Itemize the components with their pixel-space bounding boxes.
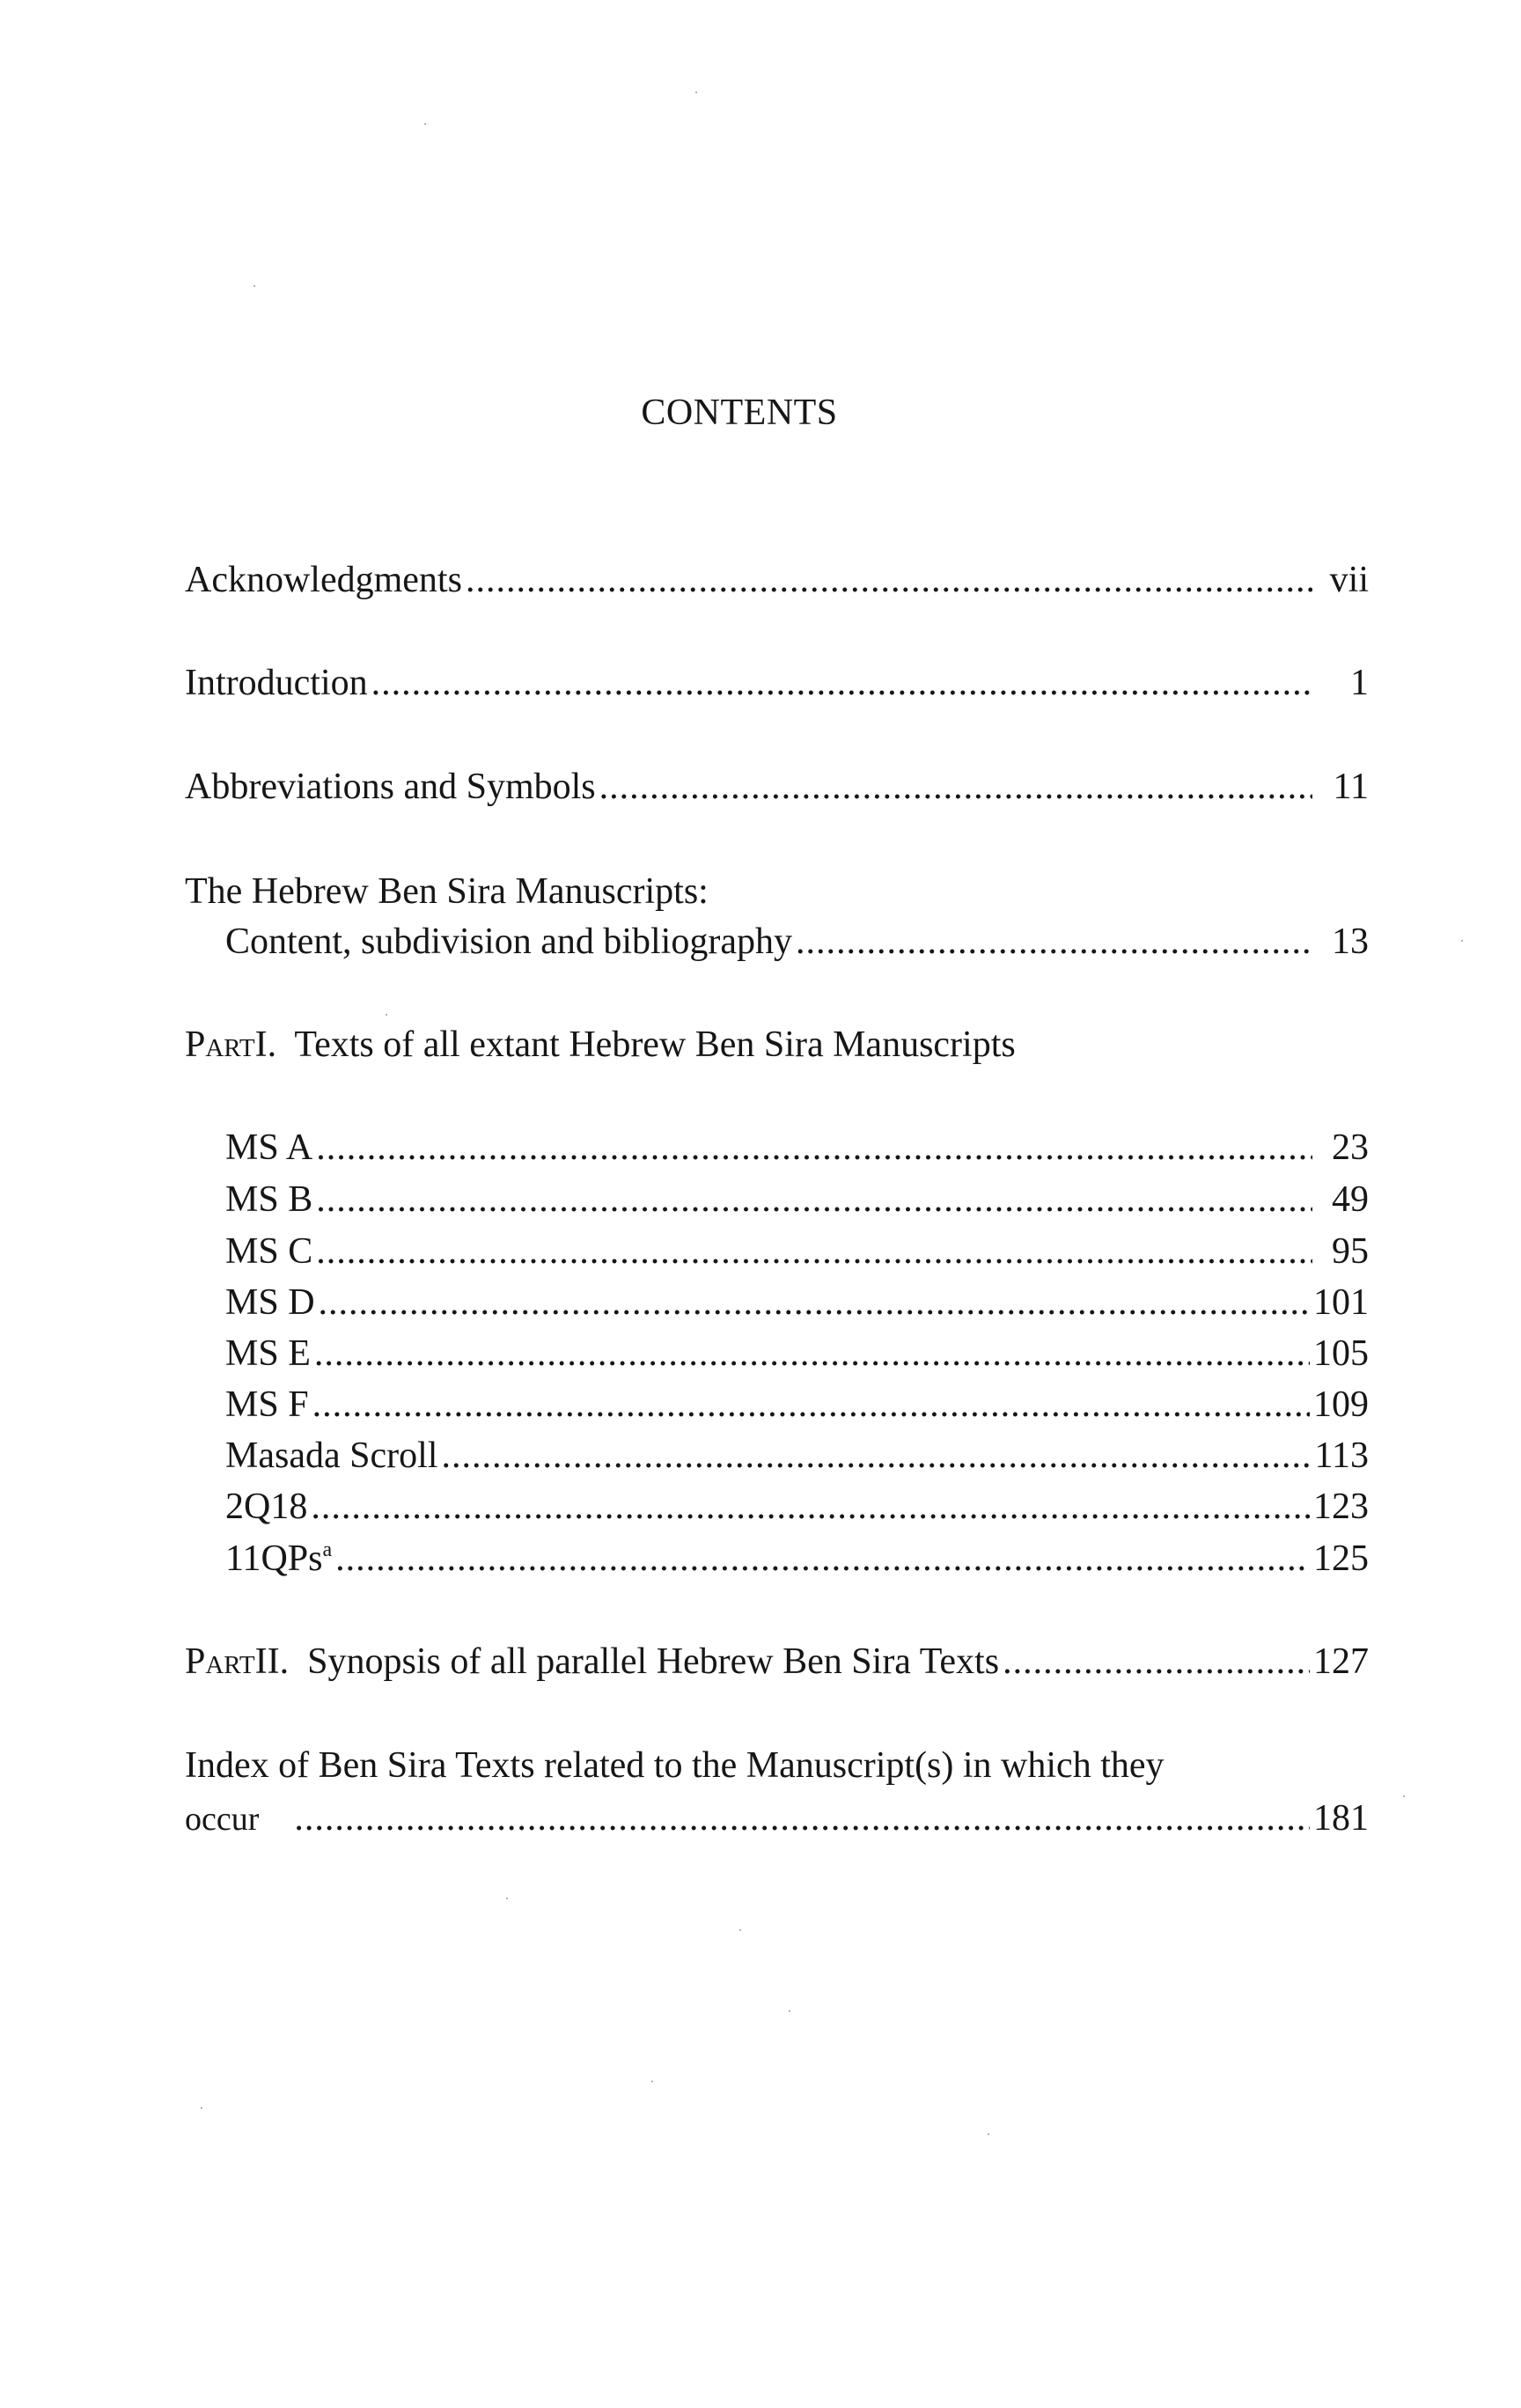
toc-page-number: 125	[1313, 1538, 1369, 1579]
scan-speck	[789, 2010, 790, 2012]
toc-entry-abbreviations	[185, 764, 1369, 810]
toc-entry-index	[185, 1795, 1369, 1842]
toc-entry-ms-b	[225, 1177, 1369, 1222]
part-numeral: II.	[254, 1641, 290, 1682]
toc-page-number: 105	[1313, 1333, 1369, 1374]
dot-leader	[319, 1280, 1310, 1325]
toc-entry-label: MS F	[225, 1384, 309, 1425]
dot-leader	[599, 764, 1312, 810]
toc-entry-ms-f	[225, 1382, 1369, 1428]
part-title: Texts of all extant Hebrew Ben Sira Manuscripts	[294, 1024, 1016, 1065]
part-numeral: I.	[254, 1024, 277, 1065]
toc-entry-manuscripts-heading: The Hebrew Ben Sira Manuscripts:	[185, 871, 709, 912]
toc-entry-label: Abbreviations and Symbols	[185, 767, 596, 807]
dot-leader	[294, 1795, 1310, 1841]
scan-speck	[739, 1929, 741, 1931]
toc-entry-label: occur	[185, 1801, 260, 1838]
toc-page-number: 11	[1333, 767, 1369, 807]
toc-entry-label	[185, 1639, 999, 1685]
toc-entry-label: Introduction	[185, 663, 368, 703]
scan-speck	[1403, 1795, 1405, 1797]
dot-leader	[466, 557, 1312, 603]
dot-leader	[316, 1125, 1312, 1171]
toc-entry-ms-a	[225, 1125, 1369, 1171]
toc-page-number: 181	[1313, 1798, 1369, 1839]
part-one-heading	[185, 1022, 1016, 1068]
toc-page-number: 23	[1332, 1127, 1369, 1168]
toc-entry-label: MS B	[225, 1179, 313, 1220]
scan-speck	[695, 92, 697, 93]
toc-entry-label: MS C	[225, 1231, 313, 1272]
toc-entry-label: Masada Scroll	[225, 1435, 438, 1476]
toc-page-number: 123	[1313, 1487, 1369, 1527]
dot-leader	[371, 660, 1312, 706]
toc-entry-manuscripts-content	[225, 919, 1369, 965]
toc-entry-11qps	[225, 1536, 1369, 1582]
toc-entry-label: MS E	[225, 1333, 311, 1374]
toc-entry-part-two	[185, 1639, 1369, 1685]
dot-leader	[316, 1229, 1312, 1274]
toc-entry-label: MS D	[225, 1282, 315, 1323]
toc-page-number: vii	[1329, 560, 1369, 600]
toc-entry-label: 2Q18	[225, 1487, 308, 1527]
toc-entry-ms-c	[225, 1229, 1369, 1274]
toc-entry-ms-e	[225, 1331, 1369, 1377]
part-label: Part	[185, 1024, 255, 1065]
part-label: Part	[185, 1641, 255, 1682]
superscript: a	[322, 1538, 333, 1561]
dot-leader	[441, 1433, 1311, 1479]
toc-entry-ms-d	[225, 1280, 1369, 1325]
dot-leader	[1003, 1639, 1310, 1685]
scan-speck	[424, 123, 426, 125]
dot-leader	[796, 919, 1312, 965]
toc-page-number: 109	[1313, 1384, 1369, 1425]
scan-speck	[651, 2081, 653, 2082]
toc-page-number: 95	[1332, 1231, 1369, 1272]
toc-entry-acknowledgments	[185, 557, 1369, 603]
toc-page-number: 113	[1314, 1435, 1369, 1476]
dot-leader	[311, 1484, 1310, 1530]
toc-page-number: 1	[1350, 663, 1369, 703]
toc-entry-label: Acknowledgments	[185, 560, 462, 600]
toc-entry-label: MS A	[225, 1127, 313, 1168]
toc-page-number: 13	[1332, 921, 1369, 962]
scan-speck	[201, 2107, 202, 2109]
scan-speck	[506, 1898, 508, 1899]
dot-leader	[314, 1331, 1310, 1377]
scan-speck	[254, 285, 255, 287]
toc-entry-masada-scroll	[225, 1433, 1369, 1479]
toc-entry-2q18	[225, 1484, 1369, 1530]
toc-entry-label-text: 11QPs	[225, 1538, 323, 1579]
scan-speck	[1461, 940, 1463, 942]
dot-leader	[316, 1177, 1312, 1222]
page-title: CONTENTS	[641, 393, 838, 433]
toc-entry-introduction	[185, 660, 1369, 706]
toc-entry-label	[225, 1536, 332, 1582]
toc-entry-index-heading: Index of Ben Sira Texts related to the Manuscript(s) in which they	[185, 1745, 1165, 1786]
toc-page-number: 49	[1332, 1179, 1369, 1220]
toc-page-number: 127	[1313, 1641, 1369, 1682]
part-title: Synopsis of all parallel Hebrew Ben Sira Texts	[307, 1641, 1000, 1682]
scan-speck	[386, 1014, 387, 1016]
dot-leader	[312, 1382, 1310, 1428]
dot-leader	[335, 1536, 1310, 1582]
toc-entry-label: Content, subdivision and bibliography	[225, 921, 792, 962]
scan-speck	[988, 2133, 989, 2135]
toc-page-number: 101	[1313, 1282, 1369, 1323]
